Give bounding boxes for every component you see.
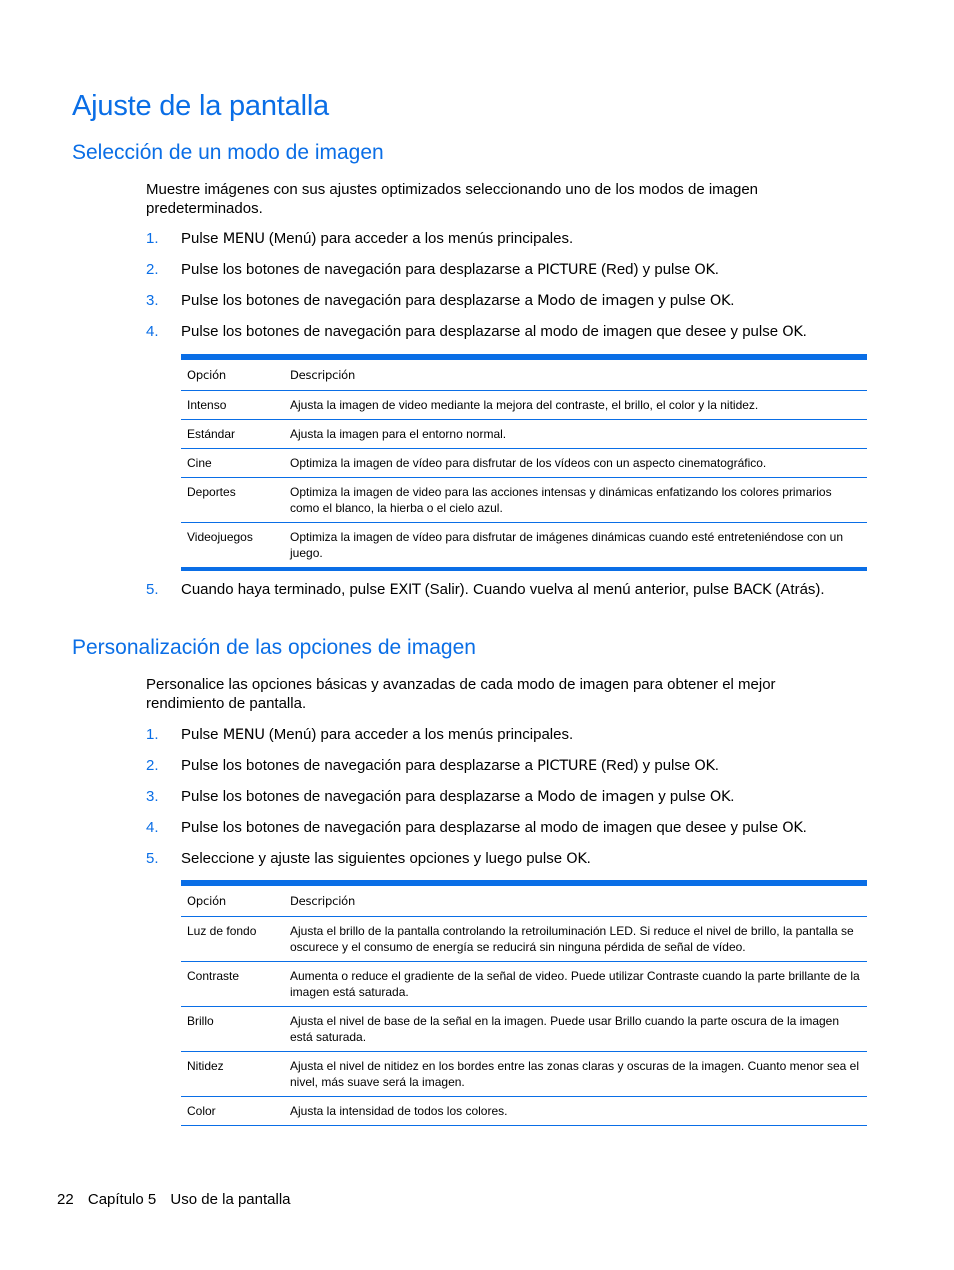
option-cell: Contraste bbox=[187, 969, 240, 983]
option-cell: Videojuegos bbox=[187, 530, 253, 544]
ui-label: OK bbox=[694, 262, 715, 278]
column-header-description: Descripción bbox=[290, 368, 356, 382]
step-text: (Red) y pulse bbox=[596, 757, 695, 774]
step-text: (Red) y pulse bbox=[596, 261, 695, 278]
step-text: . bbox=[714, 261, 719, 278]
ui-label: MENU bbox=[222, 727, 265, 743]
picture-mode-table bbox=[181, 354, 867, 571]
description-cell: Ajusta la imagen de video mediante la mejora del contraste, el brillo, el color y la nitidez. bbox=[290, 398, 759, 412]
section-heading-customize: Personalización de las opciones de imagen bbox=[72, 636, 476, 659]
ui-label: Modo de imagen bbox=[537, 293, 655, 309]
ui-label: OK bbox=[709, 293, 731, 309]
step-item bbox=[146, 787, 846, 807]
page-footer bbox=[57, 1191, 301, 1208]
table-header-row bbox=[181, 883, 867, 917]
step-item bbox=[146, 818, 846, 838]
step-text: Cuando haya terminado, pulse bbox=[181, 581, 390, 598]
step-text: Pulse los botones de navegación para desplazarse a bbox=[181, 261, 538, 278]
table-row bbox=[181, 478, 867, 523]
step-text: . bbox=[730, 788, 735, 805]
step-item bbox=[146, 580, 846, 600]
description-cell: Aumenta o reduce el gradiente de la señal de video. Puede utilizar Contraste cuando la parte brillante de la imagen está saturada. bbox=[290, 969, 860, 999]
column-header-option: Opción bbox=[187, 894, 226, 908]
description-cell: Ajusta la imagen para el entorno normal. bbox=[290, 427, 507, 441]
step-text: . bbox=[802, 819, 807, 836]
table-row bbox=[181, 391, 867, 420]
steps-list-final bbox=[146, 580, 846, 611]
table-row bbox=[181, 449, 867, 478]
step-item bbox=[146, 322, 846, 342]
ui-label: OK bbox=[694, 758, 715, 774]
step-item bbox=[146, 291, 846, 311]
ui-label: PICTURE bbox=[537, 262, 597, 278]
description-cell: Optimiza la imagen de video para las acciones intensas y dinámicas enfatizando los colores primarios como el blanco, la hierba o el cielo azul. bbox=[290, 485, 832, 515]
ui-label: MENU bbox=[222, 231, 265, 247]
ui-label: OK bbox=[782, 820, 803, 836]
step-item bbox=[146, 260, 846, 280]
step-text: Pulse los botones de navegación para desplazarse al modo de imagen que desee y pulse bbox=[181, 323, 783, 340]
option-cell: Intenso bbox=[187, 398, 227, 412]
ui-label: OK bbox=[709, 789, 731, 805]
step-item bbox=[146, 725, 846, 745]
page-title: Ajuste de la pantalla bbox=[72, 90, 329, 122]
table-row bbox=[181, 962, 867, 1007]
page-number: 22 bbox=[57, 1191, 74, 1208]
step-text: (Salir). Cuando vuelva al menú anterior, pulse bbox=[420, 581, 734, 598]
step-text: Seleccione y ajuste las siguientes opciones y luego pulse bbox=[181, 850, 567, 867]
ui-label: EXIT bbox=[389, 582, 421, 598]
option-cell: Color bbox=[187, 1104, 216, 1118]
step-number: 5. bbox=[146, 581, 159, 598]
ui-label: BACK bbox=[733, 582, 772, 598]
step-number: 1. bbox=[146, 230, 159, 247]
step-text: (Atrás). bbox=[771, 581, 825, 598]
table-header-row bbox=[181, 357, 867, 391]
table-row bbox=[181, 1097, 867, 1126]
option-cell: Nitidez bbox=[187, 1059, 224, 1073]
section-heading-select-mode: Selección de un modo de imagen bbox=[72, 141, 384, 164]
step-number: 1. bbox=[146, 726, 159, 743]
step-text: Pulse bbox=[181, 726, 223, 743]
description-cell: Optimiza la imagen de vídeo para disfrutar de imágenes dinámicas cuando esté entreteniéndose con un juego. bbox=[290, 530, 844, 560]
section-intro: Personalice las opciones básicas y avanzadas de cada modo de imagen para obtener el mejor rendimiento de pantalla. bbox=[146, 676, 776, 712]
step-text: . bbox=[586, 850, 591, 867]
description-cell: Ajusta la intensidad de todos los colores. bbox=[290, 1104, 508, 1118]
step-number: 3. bbox=[146, 788, 159, 805]
table-row bbox=[181, 917, 867, 962]
step-text: Pulse los botones de navegación para desplazarse al modo de imagen que desee y pulse bbox=[181, 819, 783, 836]
description-cell: Ajusta el nivel de nitidez en los bordes entre las zonas claras y oscuras de la imagen. Cuanto menor sea el nivel, más suave será la imagen. bbox=[290, 1059, 859, 1089]
step-text: . bbox=[730, 292, 735, 309]
chapter-label: Capítulo 5 bbox=[87, 1191, 157, 1208]
option-cell: Cine bbox=[187, 456, 212, 470]
description-cell: Ajusta el brillo de la pantalla controlando la retroiluminación LED. Si reduce el nivel de brillo, la pantalla se oscurece y el consumo de energía se reducirá sin ninguna pérdida de señal de vídeo. bbox=[290, 924, 854, 954]
option-cell: Deportes bbox=[187, 485, 236, 499]
table-row bbox=[181, 420, 867, 449]
step-text: (Menú) para acceder a los menús principales. bbox=[264, 726, 574, 743]
table-row bbox=[181, 523, 867, 570]
ui-label: PICTURE bbox=[537, 758, 597, 774]
table-row bbox=[181, 1007, 867, 1052]
step-text: (Menú) para acceder a los menús principales. bbox=[264, 230, 574, 247]
step-item bbox=[146, 849, 846, 869]
steps-list bbox=[146, 229, 846, 353]
column-header-option: Opción bbox=[187, 368, 226, 382]
step-number: 5. bbox=[146, 850, 159, 867]
step-text: Pulse bbox=[181, 230, 223, 247]
step-text: Pulse los botones de navegación para desplazarse a bbox=[181, 292, 538, 309]
step-text: . bbox=[802, 323, 807, 340]
step-text: y pulse bbox=[654, 788, 710, 805]
description-cell: Ajusta el nivel de base de la señal en la imagen. Puede usar Brillo cuando la parte oscura de la imagen está saturada. bbox=[290, 1014, 840, 1044]
step-number: 4. bbox=[146, 323, 159, 340]
step-number: 2. bbox=[146, 261, 159, 278]
ui-label: OK bbox=[566, 851, 587, 867]
step-item bbox=[146, 229, 846, 249]
picture-options-table bbox=[181, 880, 867, 1126]
ui-label: Modo de imagen bbox=[537, 789, 655, 805]
step-text: Pulse los botones de navegación para desplazarse a bbox=[181, 757, 538, 774]
description-cell: Optimiza la imagen de vídeo para disfrutar de los vídeos con un aspecto cinematográfico. bbox=[290, 456, 767, 470]
step-item bbox=[146, 756, 846, 776]
chapter-title: Uso de la pantalla bbox=[170, 1191, 291, 1208]
option-cell: Luz de fondo bbox=[187, 924, 257, 938]
step-text: . bbox=[714, 757, 719, 774]
column-header-description: Descripción bbox=[290, 894, 356, 908]
step-text: Pulse los botones de navegación para desplazarse a bbox=[181, 788, 538, 805]
step-number: 4. bbox=[146, 819, 159, 836]
step-number: 3. bbox=[146, 292, 159, 309]
option-cell: Estándar bbox=[187, 427, 236, 441]
step-text: y pulse bbox=[654, 292, 710, 309]
section-intro: Muestre imágenes con sus ajustes optimizados seleccionando uno de los modos de imagen predeterminados. bbox=[146, 181, 759, 217]
step-number: 2. bbox=[146, 757, 159, 774]
table-row bbox=[181, 1052, 867, 1097]
option-cell: Brillo bbox=[187, 1014, 214, 1028]
steps-list bbox=[146, 725, 846, 880]
ui-label: OK bbox=[782, 324, 803, 340]
